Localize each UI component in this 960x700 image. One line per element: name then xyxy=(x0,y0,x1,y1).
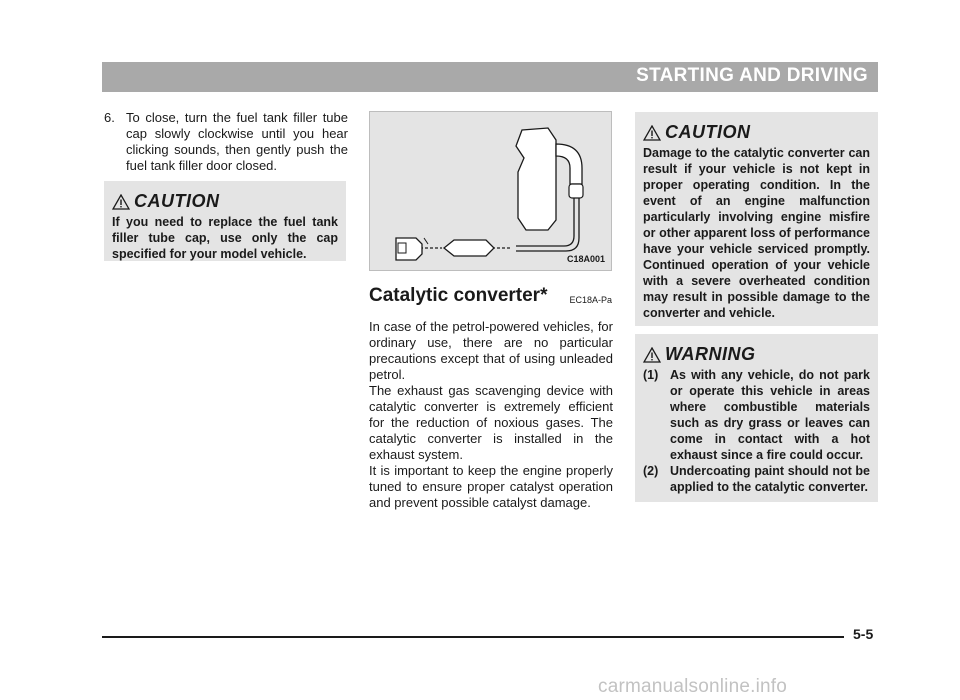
footer-rule xyxy=(102,636,844,638)
step-6 xyxy=(104,110,348,174)
caution-body: If you need to replace the fuel tank filler tube cap, use only the cap specified for your model vehicle. xyxy=(112,215,338,261)
caution-box-fuel-cap xyxy=(104,181,346,261)
section-header xyxy=(369,285,612,307)
warning-title: WARNING xyxy=(665,344,756,364)
warning-item-text: Undercoating paint should not be applied to the catalytic converter. xyxy=(670,464,870,494)
caution-title: CAUTION xyxy=(665,122,751,142)
catalytic-converter-figure xyxy=(369,111,612,271)
warning-item xyxy=(643,367,870,463)
body-paragraph: It is important to keep the engine properly tuned to ensure proper catalyst operation and prevent possible catalyst damage. xyxy=(369,463,613,510)
caution-title: CAUTION xyxy=(134,191,220,211)
page-number: 5-5 xyxy=(853,626,874,642)
warning-box xyxy=(635,334,878,502)
warning-list xyxy=(643,367,870,495)
warning-item-number: (2) xyxy=(643,464,659,478)
body-paragraph: In case of the petrol-powered vehicles, for ordinary use, there are no particular precautions except that of using unleaded petrol. xyxy=(369,319,613,382)
header-bar xyxy=(102,62,878,92)
catalytic-converter-illustration-icon xyxy=(370,112,613,272)
warning-item xyxy=(643,463,870,495)
step-number: 6. xyxy=(104,110,115,125)
warning-triangle-icon xyxy=(643,125,661,141)
page-header-title: STARTING AND DRIVING xyxy=(636,65,868,86)
warning-item-text: As with any vehicle, do not park or operate this vehicle in areas where combustible materials such as dry grass or leaves can come in contact with a hot exhaust since a fire could occur. xyxy=(670,368,870,462)
caution-box-converter xyxy=(635,112,878,326)
warning-triangle-icon xyxy=(112,194,130,210)
section-title: Catalytic converter* xyxy=(369,285,548,306)
step-text: To close, turn the fuel tank filler tube cap slowly clockwise until you hear clicking sounds, then gently push the fuel tank filler door closed. xyxy=(126,110,348,173)
section-body xyxy=(369,319,613,511)
figure-label: C18A001 xyxy=(566,254,605,264)
warning-triangle-icon xyxy=(643,347,661,363)
watermark: carmanualsonline.info xyxy=(598,676,788,697)
caution-body: Damage to the catalytic converter can result if your vehicle is not kept in proper operating condition. In the event of an engine malfunction particularly involving engine misfire or other apparent loss of performance have your vehicle serviced promptly. Continued operation of your vehicle with a severe overheated condition may result in possible damage to the converter and vehicle. xyxy=(643,146,870,320)
section-code: EC18A-Pa xyxy=(569,295,612,305)
warning-item-number: (1) xyxy=(643,368,659,382)
body-paragraph: The exhaust gas scavenging device with catalytic converter is extremely efficient for the reduction of noxious gases. The catalytic converter is installed in the exhaust system. xyxy=(369,383,613,462)
